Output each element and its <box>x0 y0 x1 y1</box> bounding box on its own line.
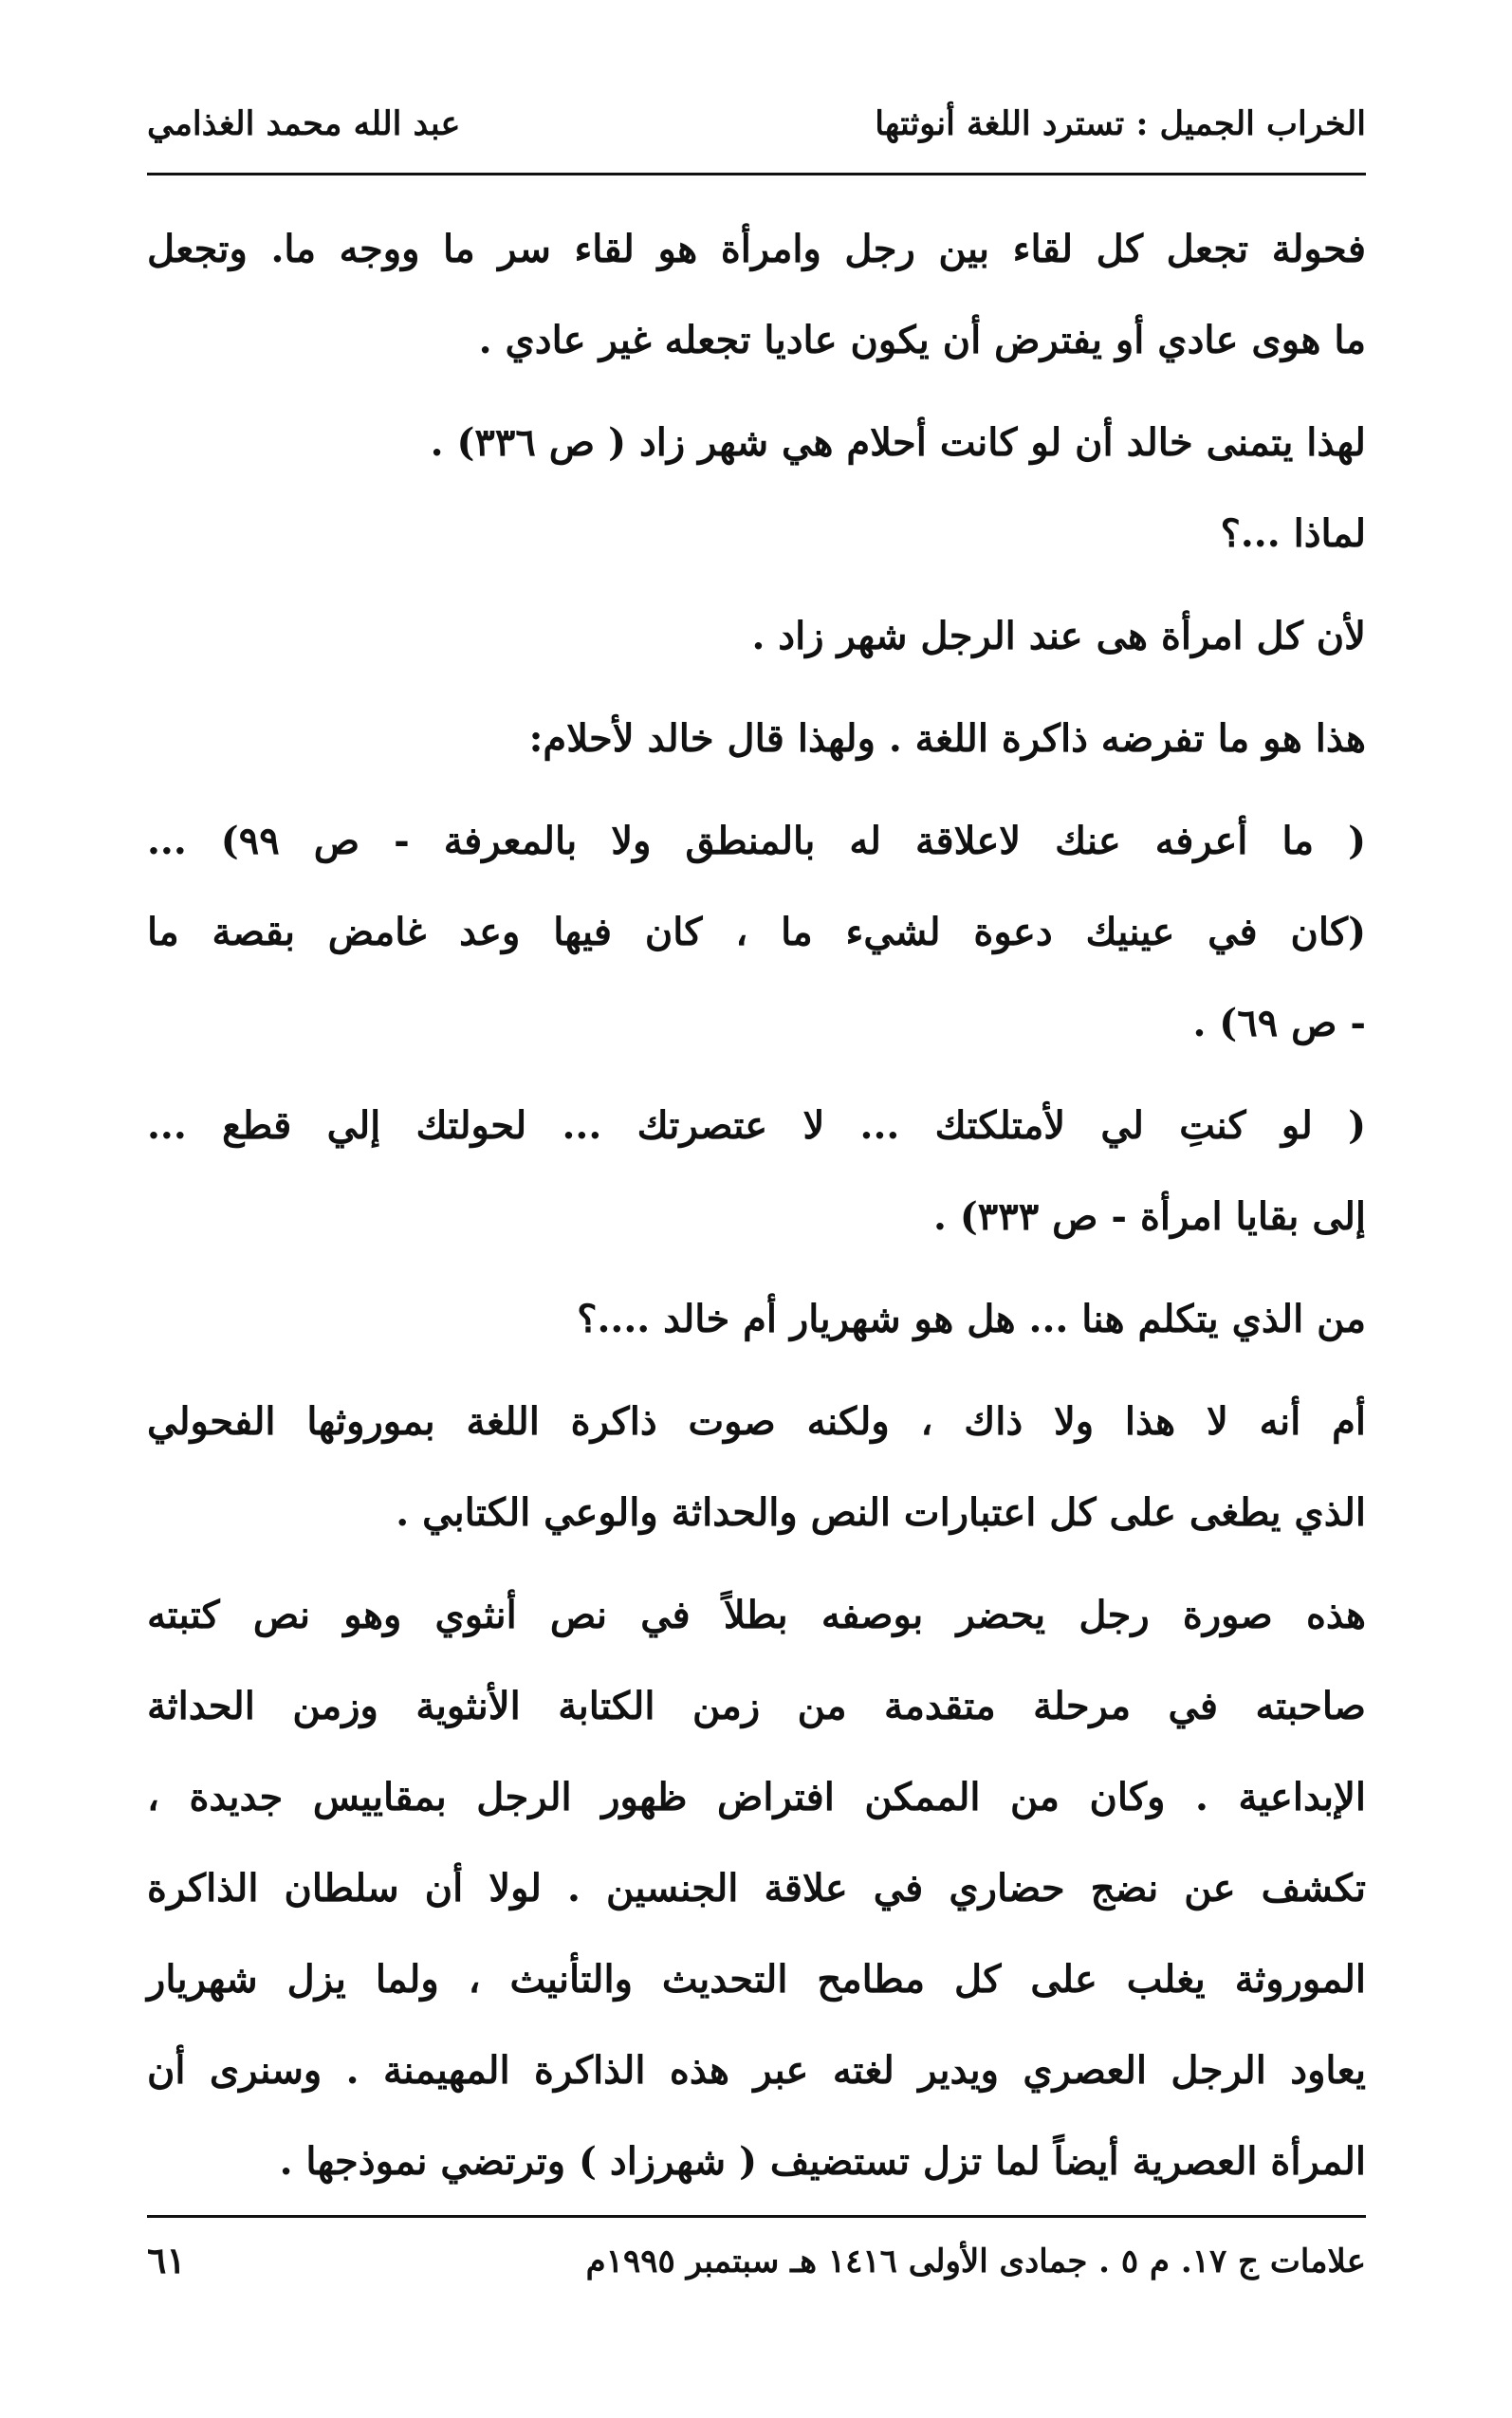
running-header <box>147 95 1366 161</box>
paragraph-8 <box>147 1376 1366 1559</box>
body-text <box>147 204 1366 2219</box>
text-line: الذي يطغى على كل اعتبارات النص والحداثة والوعي الكتابي . <box>396 1490 1366 1535</box>
footer-divider <box>147 2215 1366 2218</box>
text-line: تكشف عن نضج حضاري في علاقة الجنسين . لولا أن سلطان الذاكرة <box>147 1866 1366 1910</box>
text-line: لهذا يتمنى خالد أن لو كانت أحلام هي شهر زاد ( ص ٣٣٦) . <box>430 420 1366 465</box>
text-line: (كان في عينيك دعوة لشيء ما ، كان فيها وعد غامض بقصة ما <box>147 910 1366 954</box>
text-line: لماذا ...؟ <box>1220 511 1366 556</box>
paragraph-5 <box>147 796 1366 1069</box>
text-line: ( ما أعرفه عنك لاعلاقة له بالمنطق ولا بالمعرفة - ص ٩٩) ... <box>147 819 1366 863</box>
text-line: الموروثة يغلب على كل مطامح التحديث والتأنيث ، ولما يزل شهريار <box>147 1957 1366 2002</box>
paragraph-9 <box>147 1570 1366 2207</box>
text-line: - ص ٦٩) . <box>1192 1001 1366 1045</box>
page-footer <box>147 2229 1366 2305</box>
text-line: لأن كل امرأة هى عند الرجل شهر زاد . <box>751 614 1366 658</box>
text-line: إلى بقايا امرأة - ص ٣٣٣) . <box>932 1194 1366 1239</box>
text-line: هذه صورة رجل يحضر بوصفه بطلاً في نص أنثوي وهو نص كتبته <box>147 1593 1366 1637</box>
text-line: أم أنه لا هذا ولا ذاك ، ولكنه صوت ذاكرة اللغة بموروثها الفحولي <box>147 1399 1366 1444</box>
paragraph-4 <box>147 693 1366 784</box>
text-line: هذا هو ما تفرضه ذاكرة اللغة . ولهذا قال خالد لأحلام: <box>528 716 1366 761</box>
paragraph-3 <box>147 591 1366 682</box>
text-line: ما هوى عادي أو يفترض أن يكون عاديا تجعله غير عادي . <box>478 318 1366 362</box>
text-line: من الذي يتكلم هنا ... هل هو شهريار أم خالد ....؟ <box>577 1297 1366 1341</box>
header-author-name: عبد الله محمد الغذامي <box>147 104 461 143</box>
journal-issue-info: علامات ج ١٧. م ٥ . جمادى الأولى ١٤١٦ هـ سبتمبر ١٩٩٥م <box>585 2243 1366 2280</box>
text-line: الإبداعية . وكان من الممكن افتراض ظهور الرجل بمقاييس جديدة ، <box>147 1775 1366 1819</box>
text-line: صاحبته في مرحلة متقدمة من زمن الكتابة الأنثوية وزمن الحداثة <box>147 1684 1366 1728</box>
paragraph-1 <box>147 204 1366 386</box>
paragraph-7 <box>147 1274 1366 1365</box>
text-line: يعاود الرجل العصري ويدير لغته عبر هذه الذاكرة المهيمنة . وسنرى أن <box>147 2048 1366 2093</box>
text-line: المرأة العصرية أيضاً لما تزل تستضيف ( شهرزاد ) وترتضي نموذجها . <box>279 2139 1366 2184</box>
paragraph-2 <box>147 397 1366 580</box>
header-divider <box>147 173 1366 175</box>
text-line: فحولة تجعل كل لقاء بين رجل وامرأة هو لقاء سر ما ووجه ما. وتجعل <box>147 227 1366 271</box>
paragraph-6 <box>147 1080 1366 1263</box>
text-line: ( لو كنتِ لي لأمتلكتك ... لا عتصرتك ... لحولتك إلي قطع ... <box>147 1103 1366 1148</box>
header-book-title: الخراب الجميل : تسترد اللغة أنوثتها <box>875 104 1366 143</box>
page-number: ٦١ <box>147 2239 186 2281</box>
